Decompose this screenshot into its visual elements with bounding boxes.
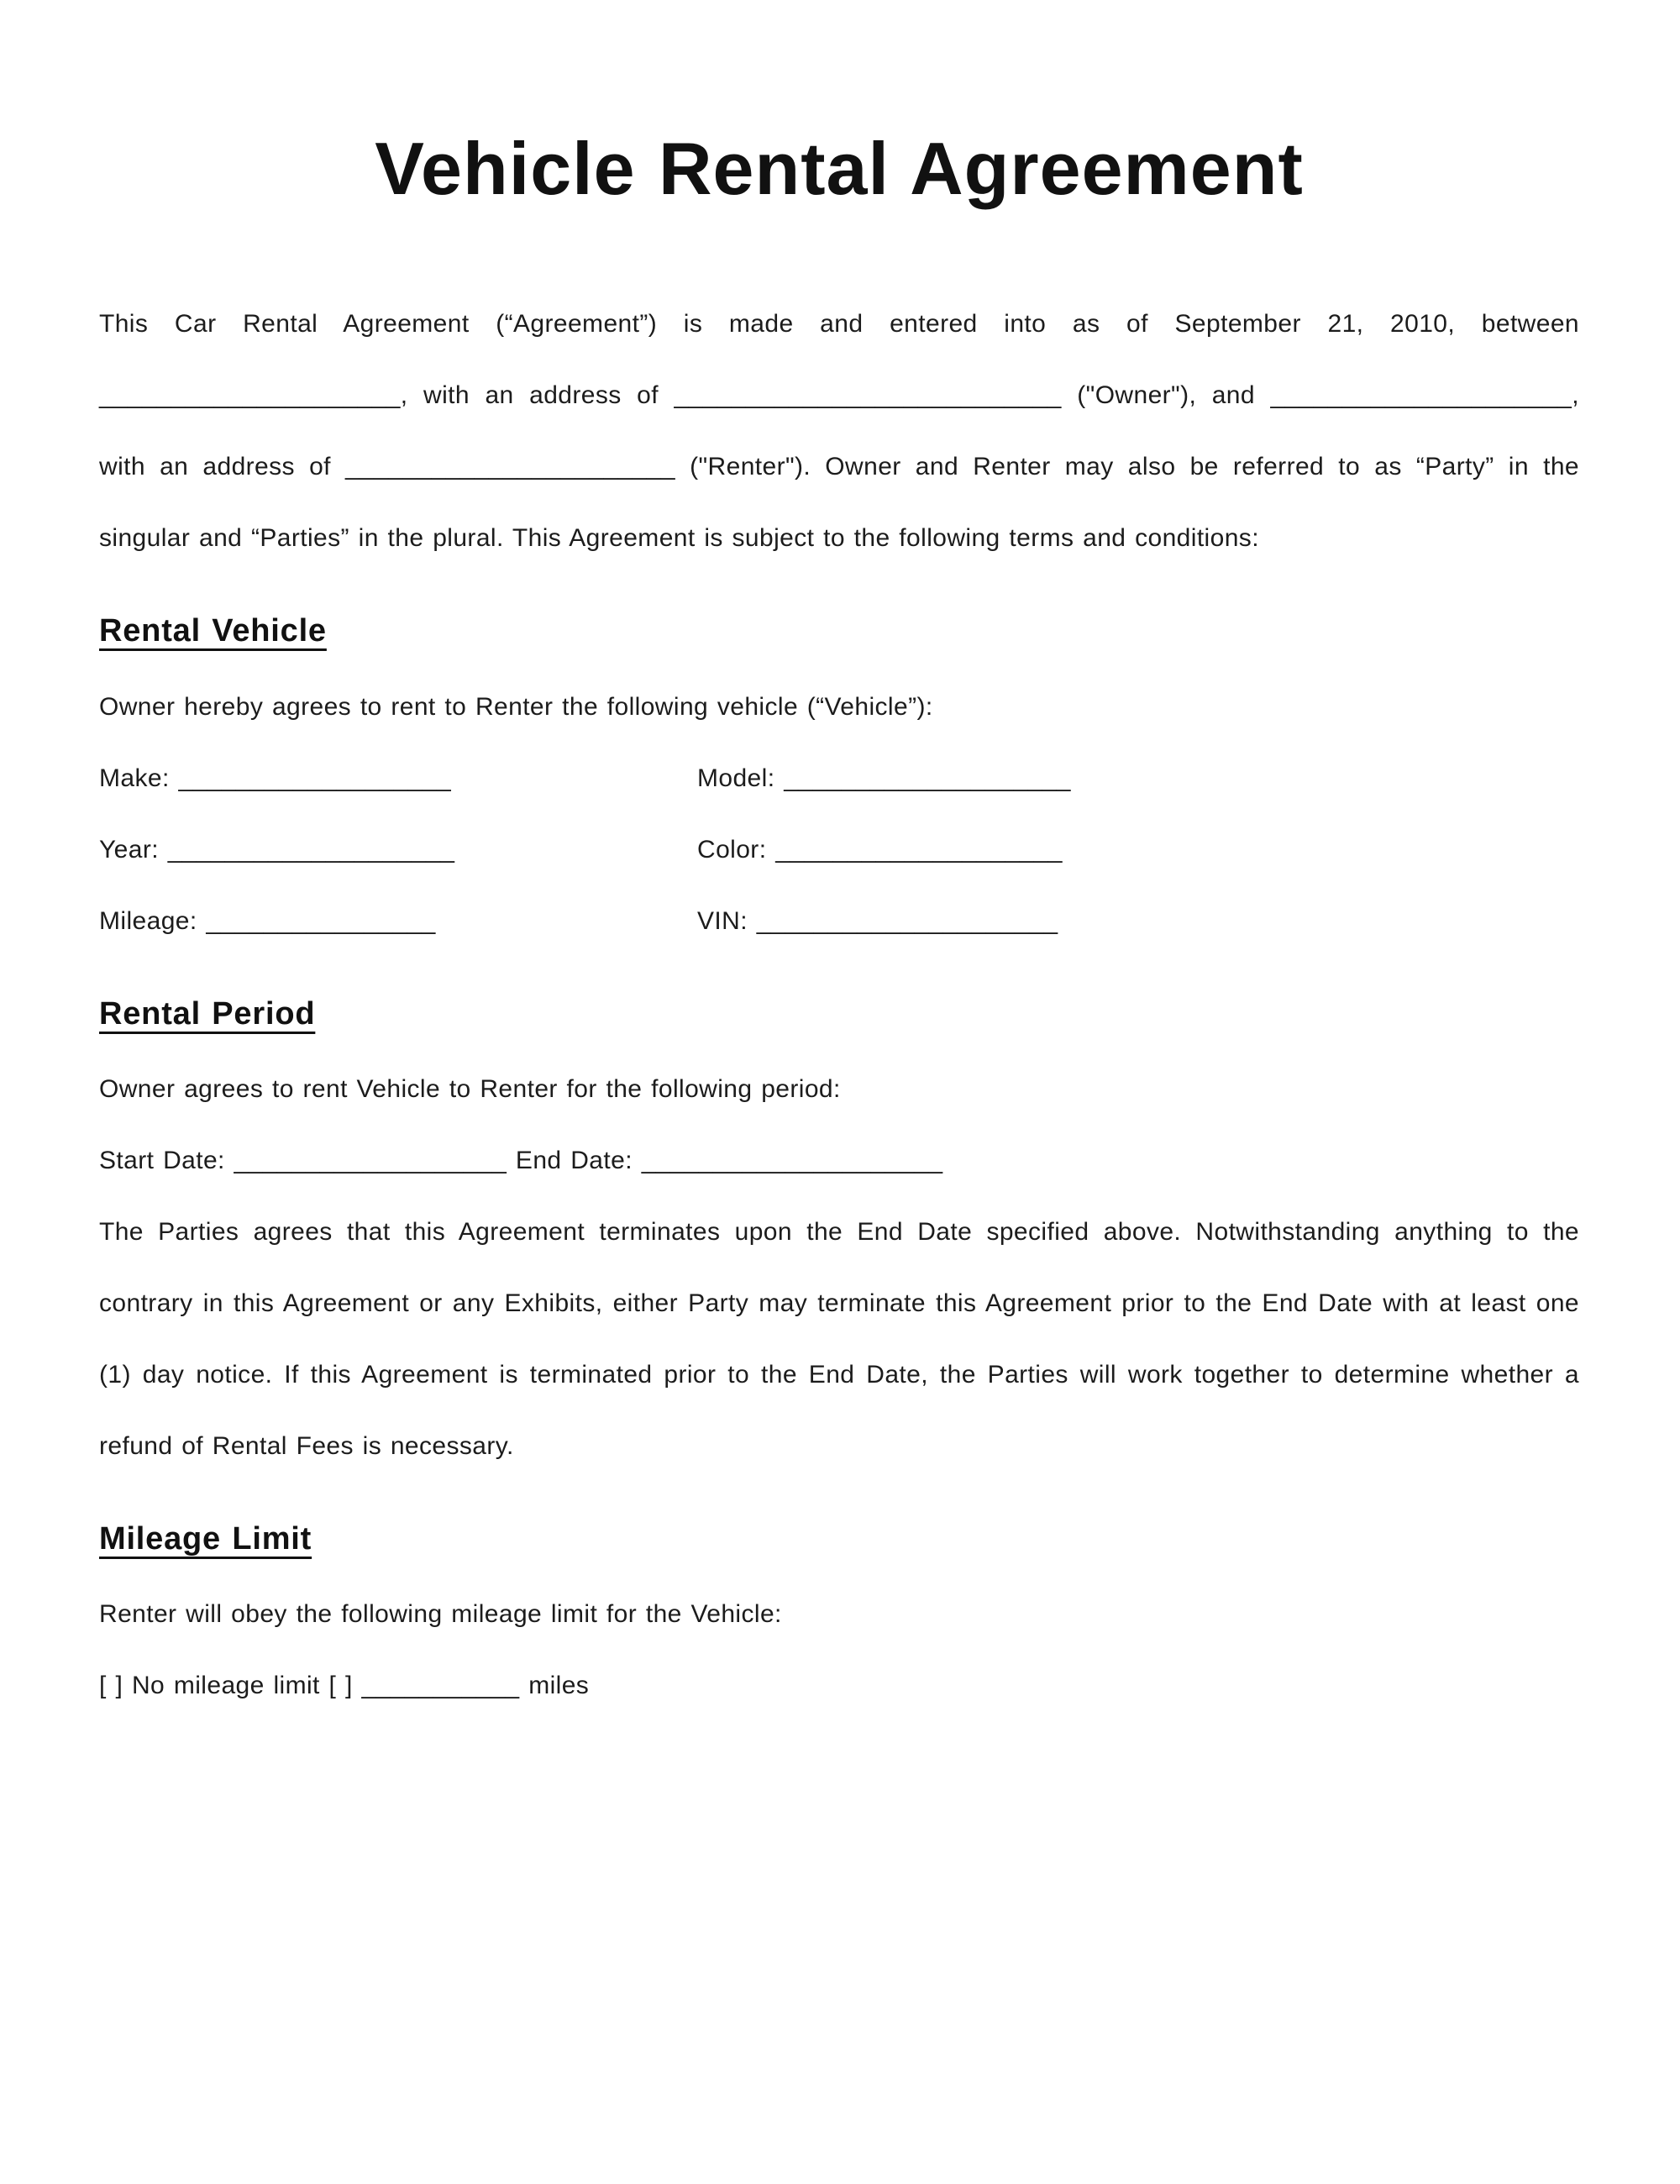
field-make-label: Make: — [99, 764, 170, 792]
field-color-label: Color: — [697, 835, 767, 864]
rental-period-terms: The Parties agrees that this Agreement terminates upon the End Date specified above. Notwithstanding anything to the contrary in this Agreement or any Exhibits, either Party may terminate this Agreement prior to the End Date with at least one (1) day notice. If this Agreement is terminated prior to the End Date, the Parties will work together to determine whether a refund of Rental Fees is necessary. — [99, 1217, 1579, 1460]
field-mileage — [99, 885, 697, 957]
field-color-blank: ____________________ — [775, 835, 1063, 864]
field-mileage-blank: ________________ — [206, 906, 436, 935]
field-model-label: Model: — [697, 764, 775, 792]
rental-vehicle-lead: Owner hereby agrees to rent to Renter the following vehicle (“Vehicle”): — [99, 692, 933, 721]
end-date-blank: _____________________ — [641, 1146, 943, 1174]
field-make — [99, 743, 697, 814]
document-title: Vehicle Rental Agreement — [375, 127, 1304, 210]
field-year-label: Year: — [99, 835, 159, 864]
field-model-blank: ____________________ — [784, 764, 1071, 792]
rental-dates-line — [99, 1125, 1579, 1196]
section-heading-rental-vehicle: Rental Vehicle — [99, 613, 327, 649]
section-heading-rental-period: Rental Period — [99, 995, 316, 1032]
rental-vehicle-section — [99, 611, 1579, 956]
field-vin-blank: _____________________ — [756, 906, 1058, 935]
rental-period-section — [99, 994, 1579, 1482]
vehicle-fields-grid — [99, 743, 1579, 957]
start-date-blank: ___________________ — [234, 1146, 507, 1174]
field-make-blank: ___________________ — [178, 764, 452, 792]
section-heading-mileage-limit: Mileage Limit — [99, 1520, 312, 1557]
mileage-amount-blank: ___________ — [361, 1672, 520, 1700]
intro-paragraph: This Car Rental Agreement (“Agreement”) is made and entered into as of September 21, 2010, between _____________________, with an address of ___________________________ ("Owner"), and _____________________, with an address of _______________________ ("Renter"). Owner and Renter may also be referred to as “Party” in the singular and “Parties” in the plural. This Agreement is subject to the following terms and conditions: — [99, 310, 1579, 553]
field-year — [99, 814, 697, 885]
rental-period-lead: Owner agrees to rent Vehicle to Renter for the following period: — [99, 1074, 841, 1103]
field-year-blank: ____________________ — [167, 835, 455, 864]
mileage-limit-lead: Renter will obey the following mileage limit for the Vehicle: — [99, 1600, 782, 1629]
start-date-label: Start Date: — [99, 1146, 225, 1174]
field-vin — [697, 885, 1579, 957]
field-vin-label: VIN: — [697, 906, 748, 935]
mileage-limit-section — [99, 1519, 1579, 1721]
no-mileage-limit-label: No mileage limit — [131, 1672, 320, 1700]
mileage-options-line — [99, 1650, 1579, 1721]
mileage-amount-checkbox: [ ] — [328, 1672, 353, 1700]
field-color — [697, 814, 1579, 885]
field-model — [697, 743, 1579, 814]
no-mileage-limit-checkbox: [ ] — [99, 1672, 123, 1700]
miles-label: miles — [528, 1672, 590, 1700]
field-mileage-label: Mileage: — [99, 906, 197, 935]
end-date-label: End Date: — [515, 1146, 633, 1174]
